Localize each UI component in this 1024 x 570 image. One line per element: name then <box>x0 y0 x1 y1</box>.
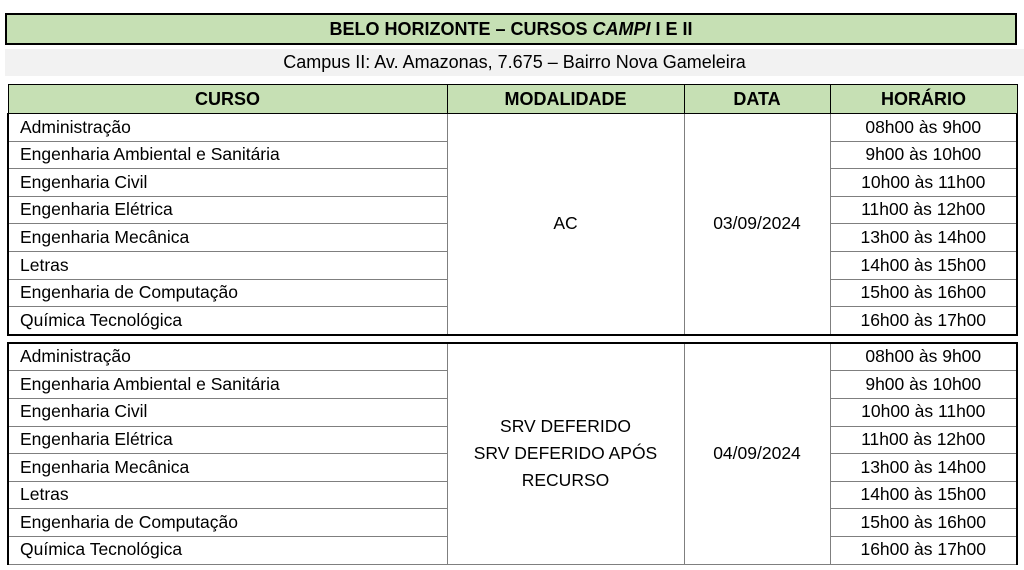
course-cell: Engenharia de Computação <box>8 279 447 307</box>
time-cell: 16h00 às 17h00 <box>830 307 1017 335</box>
time-cell: 13h00 às 14h00 <box>830 224 1017 252</box>
header-horario: HORÁRIO <box>830 85 1017 114</box>
time-cell: 13h00 às 14h00 <box>830 454 1017 482</box>
course-cell: Administração <box>8 114 447 142</box>
schedule-block <box>8 114 1017 335</box>
course-cell: Engenharia Elétrica <box>8 426 447 454</box>
block-separator-cell <box>8 335 1017 343</box>
course-cell: Engenharia Mecânica <box>8 454 447 482</box>
header-row <box>8 85 1017 114</box>
course-cell: Engenharia Ambiental e Sanitária <box>8 141 447 169</box>
campus-address: Campus II: Av. Amazonas, 7.675 – Bairro Nova Gameleira <box>5 49 1024 76</box>
modalidade-line: AC <box>553 213 578 234</box>
course-cell: Administração <box>8 343 447 371</box>
course-cell: Engenharia Civil <box>8 169 447 197</box>
table-row <box>8 343 1017 371</box>
time-cell: 08h00 às 9h00 <box>830 114 1017 142</box>
modalidade-line: RECURSO <box>521 470 610 491</box>
time-cell: 11h00 às 12h00 <box>830 426 1017 454</box>
modalidade-line: SRV DEFERIDO <box>500 416 631 437</box>
header-modalidade: MODALIDADE <box>447 85 684 114</box>
course-cell: Química Tecnológica <box>8 536 447 564</box>
modalidade-cell <box>447 343 684 564</box>
course-cell: Engenharia Civil <box>8 398 447 426</box>
time-cell: 9h00 às 10h00 <box>830 371 1017 399</box>
course-cell: Química Tecnológica <box>8 307 447 335</box>
title-italic: CAMPI <box>592 18 651 39</box>
header-curso: CURSO <box>8 85 447 114</box>
block-separator <box>8 335 1017 343</box>
time-cell: 10h00 às 11h00 <box>830 398 1017 426</box>
time-cell: 9h00 às 10h00 <box>830 141 1017 169</box>
schedule-table <box>7 84 1018 565</box>
page-title <box>5 13 1017 45</box>
time-cell: 11h00 às 12h00 <box>830 196 1017 224</box>
time-cell: 16h00 às 17h00 <box>830 536 1017 564</box>
table-row <box>8 114 1017 142</box>
time-cell: 10h00 às 11h00 <box>830 169 1017 197</box>
header-data: DATA <box>684 85 830 114</box>
time-cell: 15h00 às 16h00 <box>830 279 1017 307</box>
course-cell: Letras <box>8 481 447 509</box>
course-cell: Engenharia de Computação <box>8 509 447 537</box>
course-cell: Engenharia Elétrica <box>8 196 447 224</box>
date-cell: 04/09/2024 <box>684 343 830 564</box>
modalidade-cell <box>447 114 684 335</box>
course-cell: Engenharia Ambiental e Sanitária <box>8 371 447 399</box>
time-cell: 08h00 às 9h00 <box>830 343 1017 371</box>
course-cell: Engenharia Mecânica <box>8 224 447 252</box>
time-cell: 14h00 às 15h00 <box>830 481 1017 509</box>
title-prefix: BELO HORIZONTE – CURSOS <box>329 18 593 39</box>
schedule-block <box>8 343 1017 564</box>
course-cell: Letras <box>8 251 447 279</box>
title-suffix: I E II <box>650 18 693 39</box>
time-cell: 15h00 às 16h00 <box>830 509 1017 537</box>
date-cell: 03/09/2024 <box>684 114 830 335</box>
time-cell: 14h00 às 15h00 <box>830 251 1017 279</box>
modalidade-line: SRV DEFERIDO APÓS <box>473 443 658 464</box>
